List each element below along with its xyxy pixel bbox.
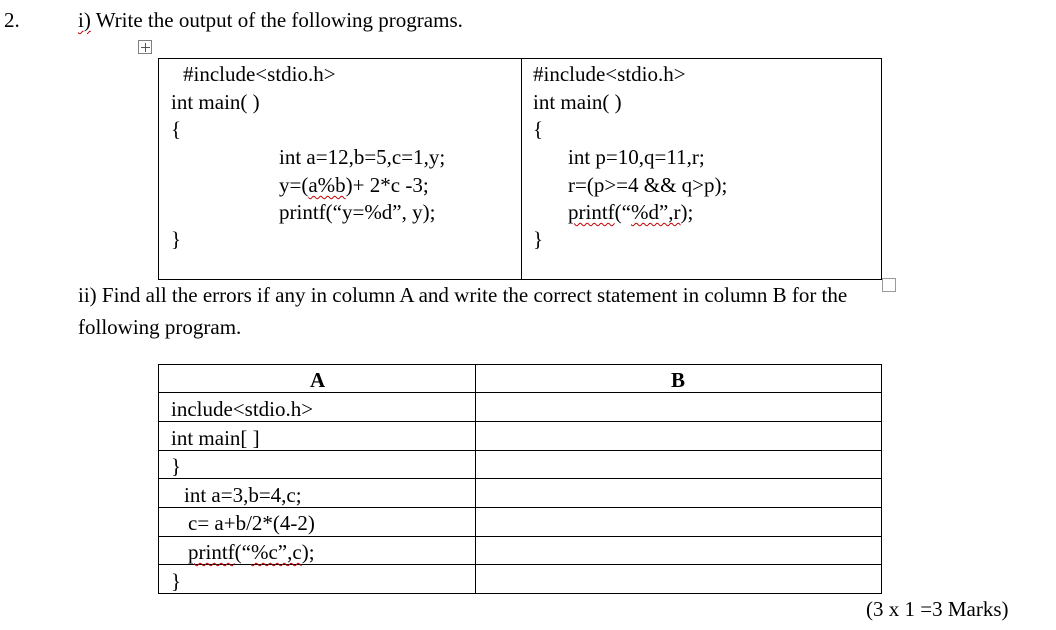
table-row: printf(“%c”,c); [188, 540, 315, 564]
program-a-include: #include<stdio.h> [183, 62, 336, 86]
table-row: } [171, 569, 182, 593]
program-a-line3: printf(“y=%d”, y); [279, 200, 436, 224]
program-b-open-brace: { [533, 117, 544, 141]
part1-label: i) [78, 8, 91, 32]
question-part2-line1: ii) Find all the errors if any in column A and write the correct statement in column B for the [78, 283, 848, 307]
program-b-line1: int p=10,q=11,r; [568, 145, 705, 169]
error-table-column-divider [475, 365, 476, 593]
program-a-line2: y=(a%b)+ 2*c -3; [279, 173, 429, 197]
program-a-squiggle: a%b [308, 173, 346, 197]
table-row: int a=3,b=4,c; [184, 483, 302, 507]
marks-allocation: (3 x 1 =3 Marks) [866, 597, 1009, 621]
part1-text: Write the output of the following programs. [90, 8, 463, 32]
column-a-header: A [310, 368, 326, 392]
program-b-include: #include<stdio.h> [533, 62, 686, 86]
programs-table-divider [521, 59, 522, 279]
question-part2-line2: following program. [78, 315, 242, 339]
program-b-close-brace: } [533, 227, 544, 251]
table-resize-handle-icon[interactable] [882, 278, 896, 292]
question-number: 2. [4, 8, 20, 32]
programs-table [158, 58, 882, 280]
table-row: int main[ ] [171, 426, 260, 450]
table-move-handle-icon[interactable] [138, 40, 152, 54]
table-row: c= a+b/2*(4-2) [188, 511, 315, 535]
error-correction-table [158, 364, 882, 594]
program-a-line1: int a=12,b=5,c=1,y; [279, 145, 446, 169]
program-a-open-brace: { [171, 117, 182, 141]
program-b-main: int main( ) [533, 90, 622, 114]
program-a-close-brace: } [171, 227, 182, 251]
program-b-line2: r=(p>=4 && q>p); [568, 173, 728, 197]
column-b-header: B [671, 368, 686, 392]
table-row: include<stdio.h> [171, 397, 314, 421]
question-part1-title [78, 10, 463, 31]
program-a-main: int main( ) [171, 90, 260, 114]
table-row: } [171, 454, 182, 478]
program-b-line3: printf(“%d”,r); [568, 200, 694, 224]
